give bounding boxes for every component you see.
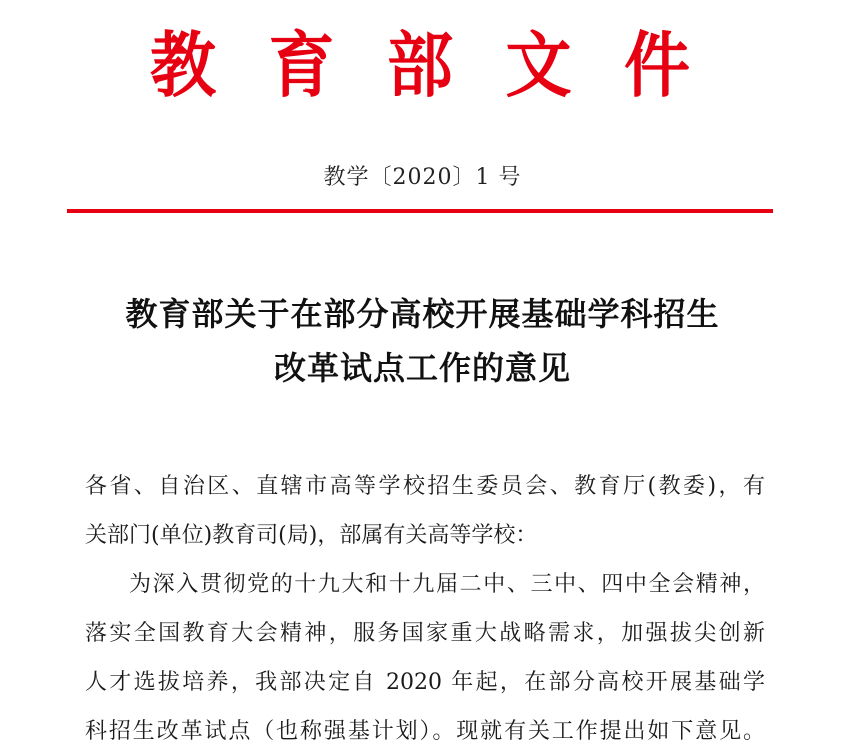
addressee-line: 各省、自治区、直辖市高等学校招生委员会、教育厅(教委)，有 [85,474,765,499]
addressee-line: 关部门(单位)教育司(局)，部属有关高等学校： [85,523,538,548]
body-line: 人才选拔培养，我部决定自 2020 年起，在部分高校开展基础学 [85,670,765,695]
header-char: 部 [387,22,453,108]
document-title [0,287,845,395]
document-number: 教学〔2020〕1 号 [323,165,522,190]
header-char: 件 [624,22,690,108]
header-char: 育 [268,22,335,108]
red-header-title [150,24,690,106]
body-line: 科招生改革试点（也称强基计划）。现就有关工作提出如下意见。 [85,719,765,744]
title-line: 教育部关于在部分高校开展基础学科招生 [125,295,720,333]
header-char: 教 [150,22,216,108]
header-char: 文 [505,22,572,108]
body-line: 落实全国教育大会精神，服务国家重大战略需求，加强拔尖创新 [85,621,765,646]
red-divider-rule [67,209,773,213]
document-body [85,462,765,756]
title-line: 改革试点工作的意见 [273,349,571,387]
body-line: 为深入贯彻党的十九大和十九届二中、三中、四中全会精神， [129,572,765,597]
